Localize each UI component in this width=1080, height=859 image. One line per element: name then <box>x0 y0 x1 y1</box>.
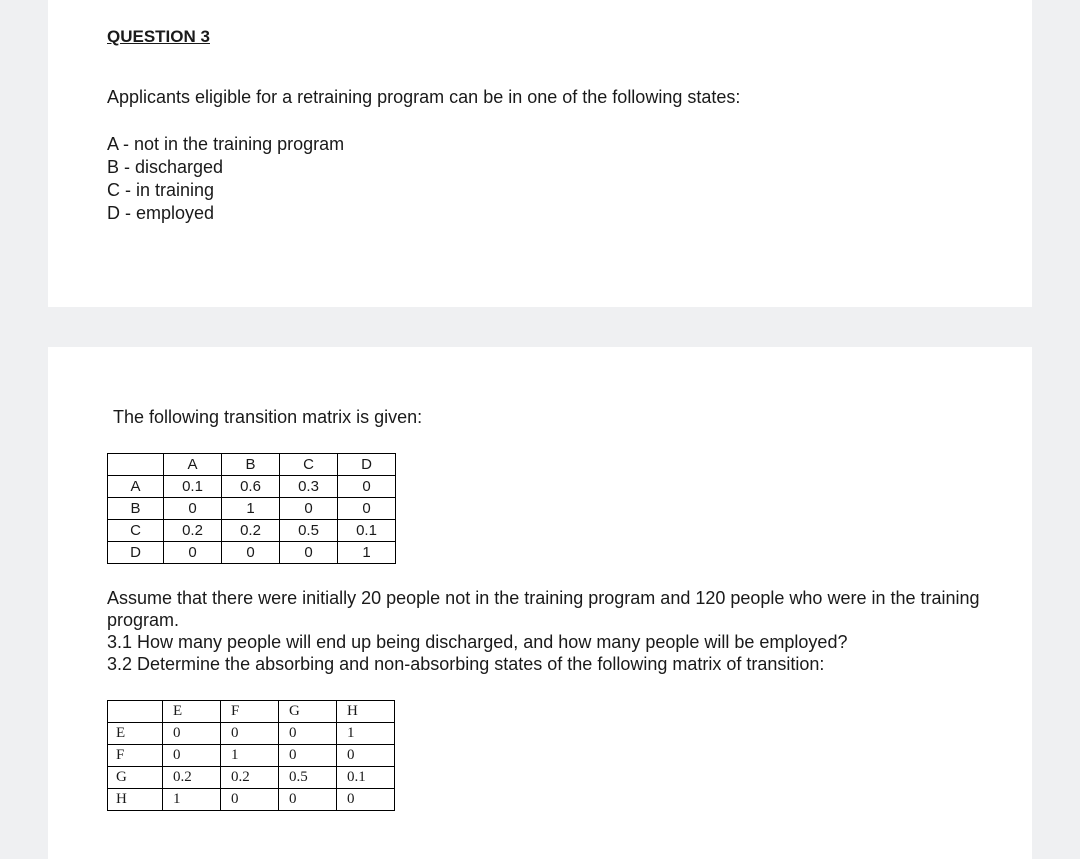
matrix-cell: 0 <box>221 723 279 745</box>
state-item: B - discharged <box>107 157 224 177</box>
matrix-cell: 0 <box>164 542 222 564</box>
column-header: B <box>222 454 280 476</box>
question-3-1: 3.1 How many people will end up being discharged, and how many people will be employed? <box>107 632 848 652</box>
intro-text: Applicants eligible for a retraining program can be in one of the following states: <box>107 87 741 107</box>
matrix-row <box>108 476 396 498</box>
matrix-row <box>108 789 395 811</box>
matrix-cell: 0.5 <box>279 767 337 789</box>
transition-matrix-2 <box>107 700 395 811</box>
matrix-row <box>108 745 395 767</box>
matrix-cell: 0.5 <box>280 520 338 542</box>
matrix-header-row <box>108 701 395 723</box>
question-card <box>48 0 1032 307</box>
matrix-cell: 0 <box>163 723 221 745</box>
state-item: A - not in the training program <box>107 134 345 154</box>
matrix-cell: 1 <box>163 789 221 811</box>
matrix-cell: 0.1 <box>164 476 222 498</box>
column-header: A <box>164 454 222 476</box>
matrix-cell: 0 <box>280 542 338 564</box>
matrix-cell: 0.3 <box>280 476 338 498</box>
state-item: C - in training <box>107 180 215 200</box>
matrix-card <box>48 347 1032 859</box>
matrix-cell: 0.2 <box>222 520 280 542</box>
question-3-2: 3.2 Determine the absorbing and non-absorbing states of the following matrix of transition: <box>107 654 825 674</box>
matrix-cell: 0 <box>221 789 279 811</box>
row-header: C <box>108 520 164 542</box>
assumption-text: Assume that there were initially 20 people not in the training program and 120 people who were in the training program. <box>107 588 980 630</box>
matrix-cell: 0.1 <box>338 520 396 542</box>
matrix-header-row <box>108 454 396 476</box>
matrix-row <box>108 542 396 564</box>
row-header: B <box>108 498 164 520</box>
matrix-cell: 0.2 <box>164 520 222 542</box>
column-header: C <box>280 454 338 476</box>
column-header: D <box>338 454 396 476</box>
matrix-cell: 0 <box>337 745 395 767</box>
row-header: A <box>108 476 164 498</box>
matrix-cell: 0 <box>338 498 396 520</box>
matrix-cell: 1 <box>221 745 279 767</box>
matrix-row <box>108 498 396 520</box>
matrix-cell: 0 <box>338 476 396 498</box>
matrix-cell: 0.6 <box>222 476 280 498</box>
corner-cell <box>108 454 164 476</box>
matrix-cell: 0 <box>163 745 221 767</box>
matrix-cell: 0 <box>337 789 395 811</box>
matrix-cell: 0 <box>279 789 337 811</box>
state-item: D - employed <box>107 203 215 223</box>
corner-cell <box>108 701 163 723</box>
row-header: E <box>108 723 163 745</box>
question-title: QUESTION 3 <box>107 27 210 46</box>
row-header: D <box>108 542 164 564</box>
column-header: E <box>163 701 221 723</box>
matrix-cell: 1 <box>337 723 395 745</box>
column-header: G <box>279 701 337 723</box>
row-header: F <box>108 745 163 767</box>
matrix-cell: 0 <box>280 498 338 520</box>
column-header: H <box>337 701 395 723</box>
matrix-cell: 0.1 <box>337 767 395 789</box>
matrix-row <box>108 767 395 789</box>
matrix-cell: 1 <box>222 498 280 520</box>
row-header: G <box>108 767 163 789</box>
matrix-row <box>108 723 395 745</box>
matrix-row <box>108 520 396 542</box>
matrix-cell: 0.2 <box>163 767 221 789</box>
row-header: H <box>108 789 163 811</box>
matrix-cell: 0 <box>279 723 337 745</box>
matrix-cell: 0.2 <box>221 767 279 789</box>
matrix-cell: 0 <box>222 542 280 564</box>
matrix-cell: 0 <box>164 498 222 520</box>
states-list <box>107 133 344 225</box>
given-text: The following transition matrix is given: <box>113 407 423 427</box>
transition-matrix-1 <box>107 453 396 564</box>
column-header: F <box>221 701 279 723</box>
question-text <box>107 587 1007 675</box>
matrix-cell: 1 <box>338 542 396 564</box>
matrix-cell: 0 <box>279 745 337 767</box>
